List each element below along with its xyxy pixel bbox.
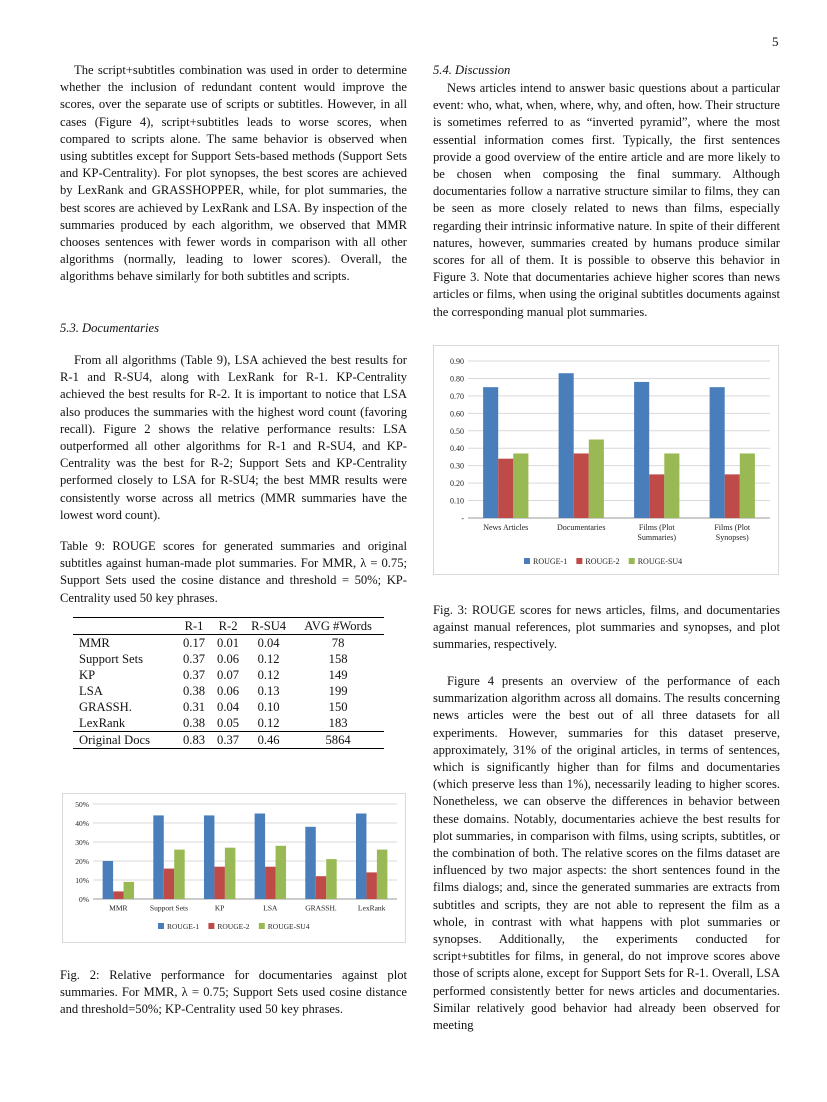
bar-rouge-2: [113, 891, 123, 899]
left-column-top: [60, 62, 407, 286]
x-tick-label: KP: [214, 903, 225, 913]
discussion-section: [433, 62, 780, 79]
table-row: [73, 651, 384, 667]
y-tick-label: 20%: [75, 857, 89, 866]
y-tick-label: 10%: [75, 876, 89, 885]
table-row: [73, 699, 384, 715]
bar-rouge-1: [710, 387, 725, 518]
y-tick-label: 0.50: [450, 426, 464, 436]
right-paragraph-1: News articles intend to answer basic questions about a particular event: who, what, when, where, why, and often, how. Their structure is sometimes referred to as “inverted pyramid”, where the most essential information comes first. Typically, the first sentences provide a good overview of the entire article and are more likely to be chosen when composing the final summary. Although documentaries follow a narrative structure similar to films, they can be seen as more closely related to news than films, especially regarding their intrinsic informative nature. In spite of their different natures, however, summaries created by humans produce similar scores for all of them. It is possible to observe this behavior in Figure 3. Note that documentaries achieve higher scores than news articles or films, when using the original subtitles documents against the corresponding manual plot summaries.: [433, 81, 780, 319]
table-header-cell: R-1: [184, 619, 204, 633]
table-footer-cell: 0.83: [183, 733, 206, 747]
table-cell: 0.06: [217, 652, 240, 666]
bar-rouge-2: [498, 459, 513, 518]
table-cell: 0.04: [257, 636, 280, 650]
y-tick-label: 0%: [79, 895, 89, 904]
fig2-caption-block: [60, 967, 407, 1019]
bar-rouge-su4: [276, 846, 286, 899]
table-row-label: MMR: [79, 636, 110, 650]
legend-label: ROUGE-1: [167, 922, 200, 931]
table-cell: 0.05: [217, 716, 240, 730]
bar-rouge-1: [103, 861, 113, 899]
legend-label: ROUGE-SU4: [637, 557, 683, 566]
bar-rouge-su4: [174, 850, 184, 899]
table-row: [73, 683, 384, 699]
y-tick-label: 0.10: [450, 496, 464, 506]
bar-rouge-su4: [664, 453, 679, 518]
y-tick-label: 0.90: [450, 357, 464, 366]
table-footer-cell: 0.37: [217, 733, 240, 747]
legend-label: ROUGE-SU4: [267, 922, 310, 931]
bar-rouge-2: [265, 867, 275, 899]
x-tick-label: LexRank: [357, 903, 386, 913]
bar-rouge-1: [356, 814, 366, 900]
left-column-mid: [60, 352, 407, 524]
table-row-label: KP: [79, 668, 96, 682]
x-tick-label: Documentaries: [557, 523, 606, 532]
table-cell: 0.13: [257, 684, 280, 698]
table-cell: 0.01: [217, 636, 240, 650]
bar-rouge-su4: [377, 850, 387, 899]
table-cell: 183: [328, 716, 348, 730]
table-footer-cell: Original Docs: [79, 733, 150, 747]
left-paragraph-2: From all algorithms (Table 9), LSA achieved the best results for R-1 and R-SU4, along with LexRank for R-1. KP-Centrality achieved the best results for R-2. It is important to notice that LSA also produces the summaries with the highest word count (favoring recall). Figure 2 shows the relative performance results: LSA outperformed all other algorithms for R-1 and R-SU4, and KP-Centrality was the best for R-2; Support Sets and KP-Centrality performed closely to LSA for R-SU4; the best MMR results were consistently worse across all metrics (MMR summaries have the lowest word count).: [60, 353, 407, 522]
y-tick-label: 40%: [75, 819, 89, 828]
table-header-cell: [73, 618, 177, 635]
table-cell: 0.37: [183, 652, 206, 666]
table-row: [73, 715, 384, 732]
y-tick-label: 30%: [75, 838, 89, 847]
bar-rouge-1: [559, 373, 574, 518]
x-tick-label: LSA: [263, 903, 278, 913]
table-cell: 0.06: [217, 684, 240, 698]
table-cell: 0.38: [183, 684, 206, 698]
bar-rouge-2: [574, 453, 589, 518]
figure-2-chart: [62, 793, 406, 943]
bar-rouge-1: [153, 815, 163, 899]
bar-rouge-su4: [326, 859, 336, 899]
y-tick-label: 0.30: [450, 461, 464, 471]
section-title-discussion: 5.4. Discussion: [433, 63, 511, 77]
table-row: [73, 667, 384, 683]
table-9-wrapper: [73, 617, 384, 749]
bar-rouge-1: [634, 382, 649, 518]
bar-rouge-1: [255, 814, 265, 900]
table-caption: Table 9: ROUGE scores for generated summaries and original subtitles against human-made plot summaries. For MMR, λ = 0.75; Support Sets used the cosine distance and threshold = 50%; KP-Centrality used 50 key phrases.: [60, 539, 407, 605]
table-cell: 0.31: [183, 700, 206, 714]
table-header-cell: R-SU4: [251, 619, 287, 633]
table-row-label: GRASSH.: [79, 700, 132, 714]
bar-rouge-1: [305, 827, 315, 899]
x-tick-label: Summaries): [637, 533, 677, 542]
y-tick-label: 50%: [75, 800, 89, 809]
bar-rouge-su4: [740, 453, 755, 518]
bar-rouge-1: [483, 387, 498, 518]
table-cell: 0.37: [183, 668, 206, 682]
x-tick-label: MMR: [109, 903, 128, 913]
x-tick-label: Synopses): [715, 533, 749, 542]
left-paragraph-1: The script+subtitles combination was used in order to determine whether the inclusion of redundant content would improve the scores, over the separate use of scripts or subtitles. However, in all cases (Figure 4), script+subtitles leads to worse scores, when compared to scripts alone. The same behavior is observed when using subtitles except for Support Sets-based methods (Support Sets and KP-Centrality). For plot synopses, the best scores are achieved by LexRank and GRASSHOPPER, while, for plot summaries, the best scores are achieved by LexRank and LSA. By inspection of the summaries produced by each algorithm, we observed that MMR chooses sentences with fewer words in comparison with all other algorithms (normally, leading to lower scores). Overall, the algorithms behave similarly for both subtitles and scripts.: [60, 63, 407, 284]
y-tick-label: 0.20: [450, 479, 464, 489]
table-cell: 0.04: [217, 700, 240, 714]
right-column-bottom: [433, 673, 780, 1034]
x-tick-label: GRASSH.: [305, 903, 337, 913]
table-row-label: LSA: [79, 684, 103, 698]
table-footer-cell: 5864: [325, 733, 351, 747]
legend-swatch: [208, 923, 214, 929]
y-tick-label: 0.80: [450, 374, 464, 384]
y-tick-label: 0.40: [450, 444, 464, 454]
table-cell: 149: [328, 668, 348, 682]
bar-rouge-2: [164, 869, 174, 899]
legend-label: ROUGE-2: [585, 557, 620, 566]
page-number: 5: [772, 34, 779, 49]
table-cell: 150: [328, 700, 348, 714]
table-cell: 199: [328, 684, 348, 698]
bar-rouge-2: [725, 474, 740, 518]
table-cell: 0.07: [217, 668, 240, 682]
table-header-cell: AVG #Words: [304, 619, 372, 633]
figure-2-caption: Fig. 2: Relative performance for documentaries against plot summaries. For MMR, λ = 0.75; Support Sets used cosine distance and threshold=50%; KP-Centrality used 50 key phrases.: [60, 968, 407, 1017]
legend-swatch: [629, 558, 635, 564]
table-caption-block: [60, 538, 407, 607]
legend-swatch: [158, 923, 164, 929]
figure-3-chart: [433, 345, 779, 575]
x-tick-label: Films (Plot: [638, 523, 675, 532]
bar-rouge-2: [316, 876, 326, 899]
y-tick-label: -: [461, 514, 464, 523]
section-title-documentaries: 5.3. Documentaries: [60, 321, 159, 335]
legend-label: ROUGE-1: [533, 557, 568, 566]
table-row-label: Support Sets: [79, 652, 144, 666]
figure-2-svg: [63, 794, 405, 942]
bar-rouge-2: [366, 872, 376, 899]
table-cell: 0.12: [257, 652, 280, 666]
x-tick-label: Films (Plot: [714, 523, 751, 532]
y-tick-label: 0.60: [450, 409, 464, 419]
right-column-top: [433, 80, 780, 321]
bar-rouge-2: [214, 867, 224, 899]
table-9: [73, 617, 384, 749]
fig3-caption-block: [433, 602, 780, 654]
bar-rouge-su4: [225, 848, 235, 899]
table-header-cell: R-2: [218, 619, 238, 633]
table-cell: 0.12: [257, 716, 280, 730]
y-tick-label: 0.70: [450, 391, 464, 401]
right-paragraph-2: Figure 4 presents an overview of the performance of each summarization algorithm across all domains. The results concerning news articles were the best out of all three datasets for all experiments. However, summaries for this dataset preserve, approximately, 31% of the original articles, in terms of sentences, which is significantly higher than for films and documentaries (which preserve less than 1%), necessarily leading to higher scores. Nonetheless, we can observe the differences in behavior between these domains. Notably, documentaries achieve the best results for plot summaries, in comparison with films, using scripts, subtitles, or the combination of both. The relative scores on the films dataset are influenced by two major aspects: the short sentences found in the films dialogs; and, since the generated summaries are extracts from subtitles and scripts, they are not able to represent the film as a whole, in contrast with what happens with plot summaries or synopses. Additionally, the experiments conducted for script+subtitles for films, in general, do not improve scores above those of scripts alone, except for Support Sets for R-1. Overall, LSA performed consistently better for news articles and documentaries. Similar relatively good behavior had already been observed for meeting: [433, 674, 780, 1033]
figure-3-svg: [434, 346, 778, 574]
legend-swatch: [524, 558, 530, 564]
table-cell: 0.38: [183, 716, 206, 730]
table-cell: 158: [328, 652, 348, 666]
bar-rouge-su4: [513, 453, 528, 518]
table-cell: 0.10: [257, 700, 280, 714]
bar-rouge-2: [649, 474, 664, 518]
figure-3-caption: Fig. 3: ROUGE scores for news articles, films, and documentaries against manual references, plot summaries and synopses, and plot summaries, respectively.: [433, 603, 780, 652]
table-cell: 0.17: [183, 636, 206, 650]
table-footer-cell: 0.46: [257, 733, 280, 747]
table-row: [73, 635, 384, 652]
documentaries-section: [60, 320, 407, 337]
legend-label: ROUGE-2: [217, 922, 250, 931]
bar-rouge-su4: [124, 882, 134, 899]
table-cell: 78: [331, 636, 345, 650]
bar-rouge-su4: [589, 440, 604, 519]
table-cell: 0.12: [257, 668, 280, 682]
table-row-label: LexRank: [79, 716, 126, 730]
bar-rouge-1: [204, 815, 214, 899]
legend-swatch: [259, 923, 265, 929]
x-tick-label: Support Sets: [149, 903, 189, 913]
x-tick-label: News Articles: [483, 523, 529, 532]
legend-swatch: [576, 558, 582, 564]
